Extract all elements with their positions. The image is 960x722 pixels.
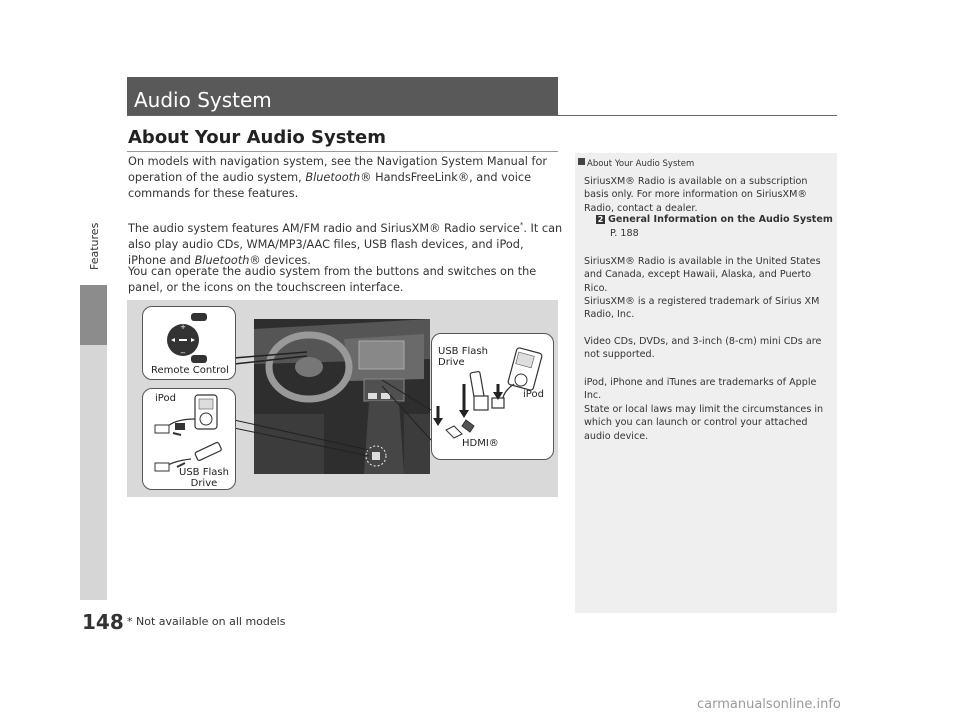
note-marker-icon bbox=[578, 158, 585, 165]
footnote: * Not available on all models bbox=[127, 615, 286, 628]
chapter-tab-strip bbox=[80, 345, 107, 600]
note-availability: SiriusXM® Radio is available in the United States and Canada, except Hawaii, Alaska, and Puerto Rico. bbox=[584, 256, 821, 294]
svg-text:−: − bbox=[180, 349, 186, 357]
cross-reference-page[interactable]: P. 188 bbox=[610, 228, 639, 239]
remote-control-label: Remote Control bbox=[151, 365, 229, 376]
usb-flash-drive-label-right: USB Flash Drive bbox=[438, 346, 488, 368]
audio-system-illustration bbox=[127, 300, 558, 497]
note-unsupported-media: Video CDs, DVDs, and 3-inch (8-cm) mini CDs are not supported. bbox=[584, 336, 822, 361]
header-divider bbox=[127, 115, 837, 116]
remote-control-callout bbox=[142, 306, 236, 380]
chapter-title: Audio System bbox=[134, 88, 272, 112]
hdmi-label: HDMI® bbox=[462, 438, 499, 449]
note-trademark-sirius: SiriusXM® is a registered trademark of Sirius XM Radio, Inc. bbox=[584, 296, 820, 321]
features-paragraph: The audio system features AM/FM radio and SiriusXM® Radio service*. It can also play audio CDs, WMA/MP3/AAC files, USB flash devices, and iPod, iPhone and Bluetooth® devices. bbox=[128, 221, 563, 267]
cross-reference-link[interactable]: 2 General Information on the Audio System bbox=[597, 214, 833, 225]
usb-flash-drive-label-left: USB Flash Drive bbox=[179, 467, 229, 489]
note-trademark-apple: iPod, iPhone and iTunes are trademarks of Apple Inc. bbox=[584, 377, 817, 402]
chapter-tab-marker bbox=[80, 285, 107, 345]
console-ports-callout bbox=[431, 333, 554, 460]
ipod-usb-callout bbox=[142, 388, 236, 490]
section-title: About Your Audio System bbox=[128, 127, 386, 148]
operation-paragraph: You can operate the audio system from the buttons and switches on the panel, or the icons on the touchscreen interface. bbox=[128, 265, 537, 294]
ipod-label-right: iPod bbox=[523, 389, 544, 400]
note-subscription: SiriusXM® Radio is available on a subscription basis only. For more information on SiriusXM® Radio, contact a dealer. bbox=[584, 176, 808, 214]
section-divider bbox=[127, 151, 558, 152]
watermark: carmanualsonline.info bbox=[697, 697, 841, 712]
ipod-label: iPod bbox=[155, 393, 176, 404]
chapter-label: Features bbox=[88, 222, 101, 270]
reference-arrow-icon: 2 bbox=[597, 215, 604, 224]
note-title: About Your Audio System bbox=[578, 158, 694, 169]
intro-paragraph: On models with navigation system, see the Navigation System Manual for operation of the audio system, Bluetooth® HandsFreeLink®, and voice commands for these features. bbox=[128, 155, 548, 200]
note-local-laws: State or local laws may limit the circumstances in which you can launch or control your attached audio device. bbox=[584, 404, 824, 442]
page-number: 148 bbox=[82, 610, 124, 634]
svg-text:+: + bbox=[180, 323, 186, 331]
steering-remote-icon bbox=[143, 307, 235, 367]
